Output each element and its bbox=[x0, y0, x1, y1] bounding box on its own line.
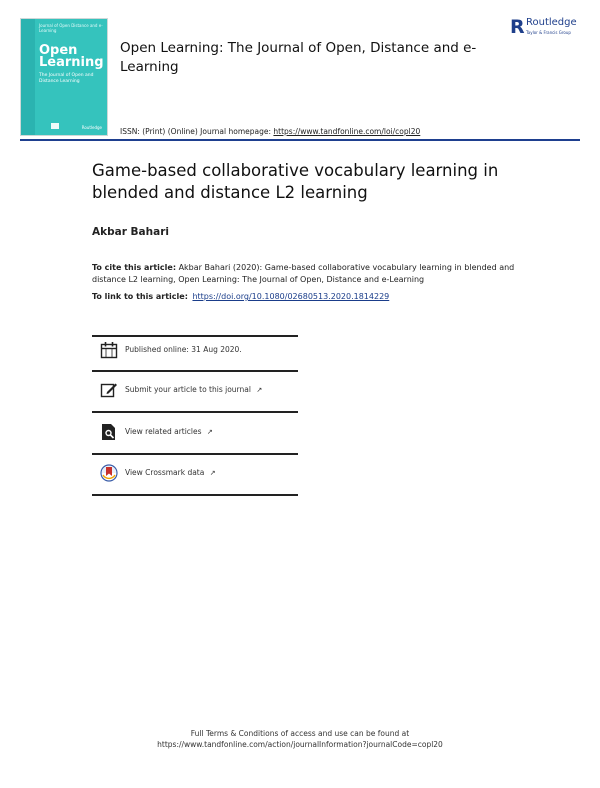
cover-publisher: Routledge bbox=[81, 125, 102, 130]
actions-divider bbox=[92, 370, 298, 372]
journal-title: Open Learning: The Journal of Open, Distance and e-Learning bbox=[120, 40, 477, 75]
crossmark-icon bbox=[100, 464, 118, 482]
submit-article-label: Submit your article to this journal bbox=[125, 385, 251, 394]
article-link-line bbox=[92, 292, 389, 301]
cover-subtitle: The Journal of Open and Distance Learning bbox=[39, 73, 94, 84]
article-title: Game-based collaborative vocabulary learning in blended and distance L2 learning bbox=[92, 161, 499, 202]
logo-name: Routledge bbox=[526, 17, 577, 28]
cover-header-text: Journal of Open Distance and e-Learning bbox=[39, 23, 103, 33]
actions-divider bbox=[92, 494, 298, 496]
published-online-item bbox=[92, 336, 298, 366]
issn-label: ISSN: (Print) (Online) Journal homepage: bbox=[120, 127, 272, 136]
cover-title: Open Learning bbox=[39, 43, 104, 70]
doi-link[interactable]: https://doi.org/10.1080/02680513.2020.1814229 bbox=[192, 292, 390, 301]
link-label: To link to this article: bbox=[92, 292, 188, 301]
footer-terms-text: Full Terms & Conditions of access and use can be found at bbox=[190, 729, 410, 738]
external-link-icon: ↗ bbox=[206, 428, 213, 436]
logo-tagline: Taylor & Francis Group bbox=[526, 30, 571, 35]
crossmark-link[interactable] bbox=[92, 459, 298, 489]
routledge-r-icon: R bbox=[510, 16, 525, 38]
cover-spine bbox=[21, 19, 35, 135]
routledge-logo bbox=[510, 16, 590, 40]
article-author: Akbar Bahari bbox=[92, 226, 169, 238]
citation-block bbox=[92, 262, 522, 286]
related-articles-link[interactable] bbox=[92, 418, 298, 448]
citation-text: Akbar Bahari (2020): Game-based collaborative vocabulary learning in blended and distance L2 learning, Open Learning: The Journal of Open, Distance and e-Learning bbox=[92, 263, 515, 284]
calendar-icon bbox=[100, 341, 118, 359]
edit-icon bbox=[100, 381, 118, 399]
header-divider bbox=[20, 139, 580, 141]
document-search-icon bbox=[100, 423, 118, 441]
submit-article-label-wrap bbox=[125, 385, 262, 394]
actions-divider bbox=[92, 411, 298, 413]
external-link-icon: ↗ bbox=[209, 469, 216, 477]
submit-article-link[interactable] bbox=[92, 376, 298, 406]
crossmark-label: View Crossmark data bbox=[125, 468, 205, 477]
external-link-icon: ↗ bbox=[256, 386, 263, 394]
citation-label: To cite this article: bbox=[92, 263, 177, 272]
cover-band bbox=[51, 123, 59, 129]
footer bbox=[0, 728, 600, 750]
issn-line bbox=[120, 127, 420, 136]
related-articles-label: View related articles bbox=[125, 427, 202, 436]
crossmark-label-wrap bbox=[125, 468, 216, 477]
footer-terms-link[interactable]: https://www.tandfonline.com/action/journalInformation?journalCode=copl20 bbox=[157, 740, 443, 749]
actions-divider bbox=[92, 453, 298, 455]
journal-homepage-link[interactable]: https://www.tandfonline.com/loi/copl20 bbox=[273, 127, 421, 136]
published-online-label: Published online: 31 Aug 2020. bbox=[125, 345, 242, 354]
related-articles-label-wrap bbox=[125, 427, 213, 436]
journal-cover-image bbox=[20, 18, 108, 136]
